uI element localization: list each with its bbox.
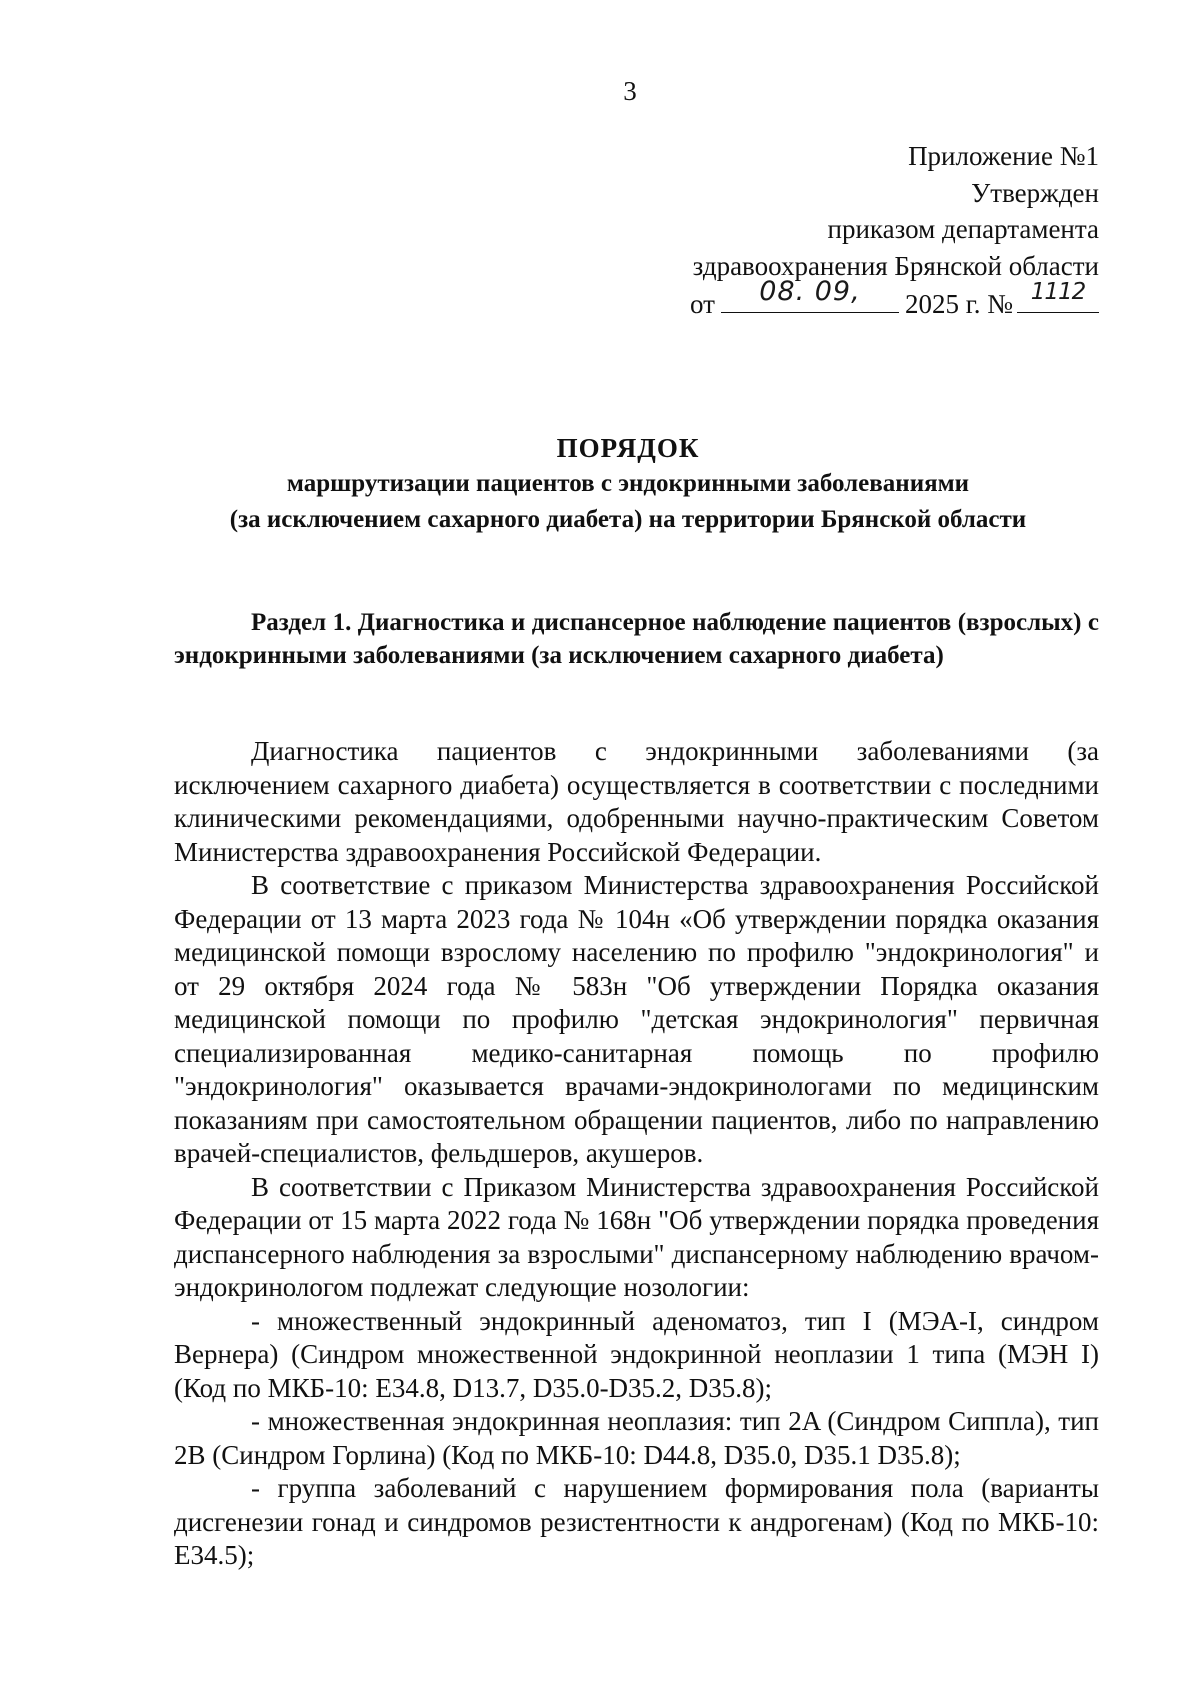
date-prefix: от: [690, 289, 715, 319]
section-1-heading-text: Раздел 1. Диагностика и диспансерное наблюдение пациентов (взрослых) с эндокринными заболеваниями (за исключением сахарного диабета): [174, 609, 1099, 669]
approval-date-line: [690, 275, 1099, 323]
approval-block: [690, 138, 1099, 323]
approval-order-label: приказом департамента: [827, 214, 1099, 244]
approval-appendix-label: Приложение №1: [908, 141, 1099, 171]
year-and-number-label: 2025 г. №: [904, 289, 1013, 319]
section-1-heading: [174, 607, 1099, 672]
handwritten-date: 08. 09,: [759, 275, 861, 307]
approval-department-label: здравоохранения Брянской области: [692, 250, 1099, 281]
document-title-block: [28, 430, 1200, 538]
document-subtitle-line1: маршрутизации пациентов с эндокринными заболеваниями: [286, 470, 970, 497]
list-item-sex-development: - группа заболеваний с нарушением формирования пола (варианты дисгенезии гонад и синдромов резистентности к андрогенам) (Код по МКБ-10: E34.5);: [174, 1473, 1099, 1570]
handwritten-number-field: [1017, 278, 1099, 313]
paragraph-order-104n: В соответствие с приказом Министерства здравоохранения Российской Федерации от 13 марта 2023 года № 104н «Об утверждении порядка оказания медицинской помощи взрослому населению по профилю "эндокринология" и от 29 октября 2024 года № 583н "Об утверждении Порядка оказания медицинской помощи по профилю "детская эндокринология" первичная специализированная медико-санитарная помощь по профилю "эндокринология" оказывается врачами-эндокринологами по медицинским показаниям при самостоятельном обращении пациентов, либо по направлению врачей-специалистов, фельдшеров, акушеров.: [174, 870, 1099, 1168]
document-title: ПОРЯДОК: [556, 433, 700, 463]
paragraph-diagnostics: Диагностика пациентов с эндокринными заболеваниями (за исключением сахарного диабета) осуществляется в соответствии с последними клиническими рекомендациями, одобренными научно-практическим Советом Министерства здравоохранения Российской Федерации.: [174, 736, 1099, 867]
page-number: 3: [623, 76, 637, 106]
document-subtitle-line2: (за исключением сахарного диабета) на территории Брянской области: [229, 506, 1027, 533]
handwritten-number: 1112: [1030, 278, 1086, 305]
list-item-men2: - множественная эндокринная неоплазия: тип 2A (Синдром Сиппла), тип 2B (Синдром Горлина) (Код по МКБ-10: D44.8, D35.0, D35.1 D35.8);: [174, 1406, 1099, 1470]
approval-approved-label: Утвержден: [971, 177, 1099, 208]
handwritten-date-field: [721, 275, 899, 313]
body-text: [174, 735, 1099, 1573]
paragraph-order-168n: В соответствии с Приказом Министерства здравоохранения Российской Федерации от 15 марта 2022 года № 168н "Об утверждении порядка проведения диспансерного наблюдения за взрослыми" диспансерному наблюдению врачом-эндокринологом подлежат следующие нозологии:: [174, 1171, 1099, 1302]
list-item-men1: - множественный эндокринный аденоматоз, тип I (МЭА-I, синдром Вернера) (Синдром множественной эндокринной неоплазии 1 типа (МЭН I) (Код по МКБ-10: E34.8, D13.7, D35.0-D35.2, D35.8);: [174, 1305, 1099, 1403]
